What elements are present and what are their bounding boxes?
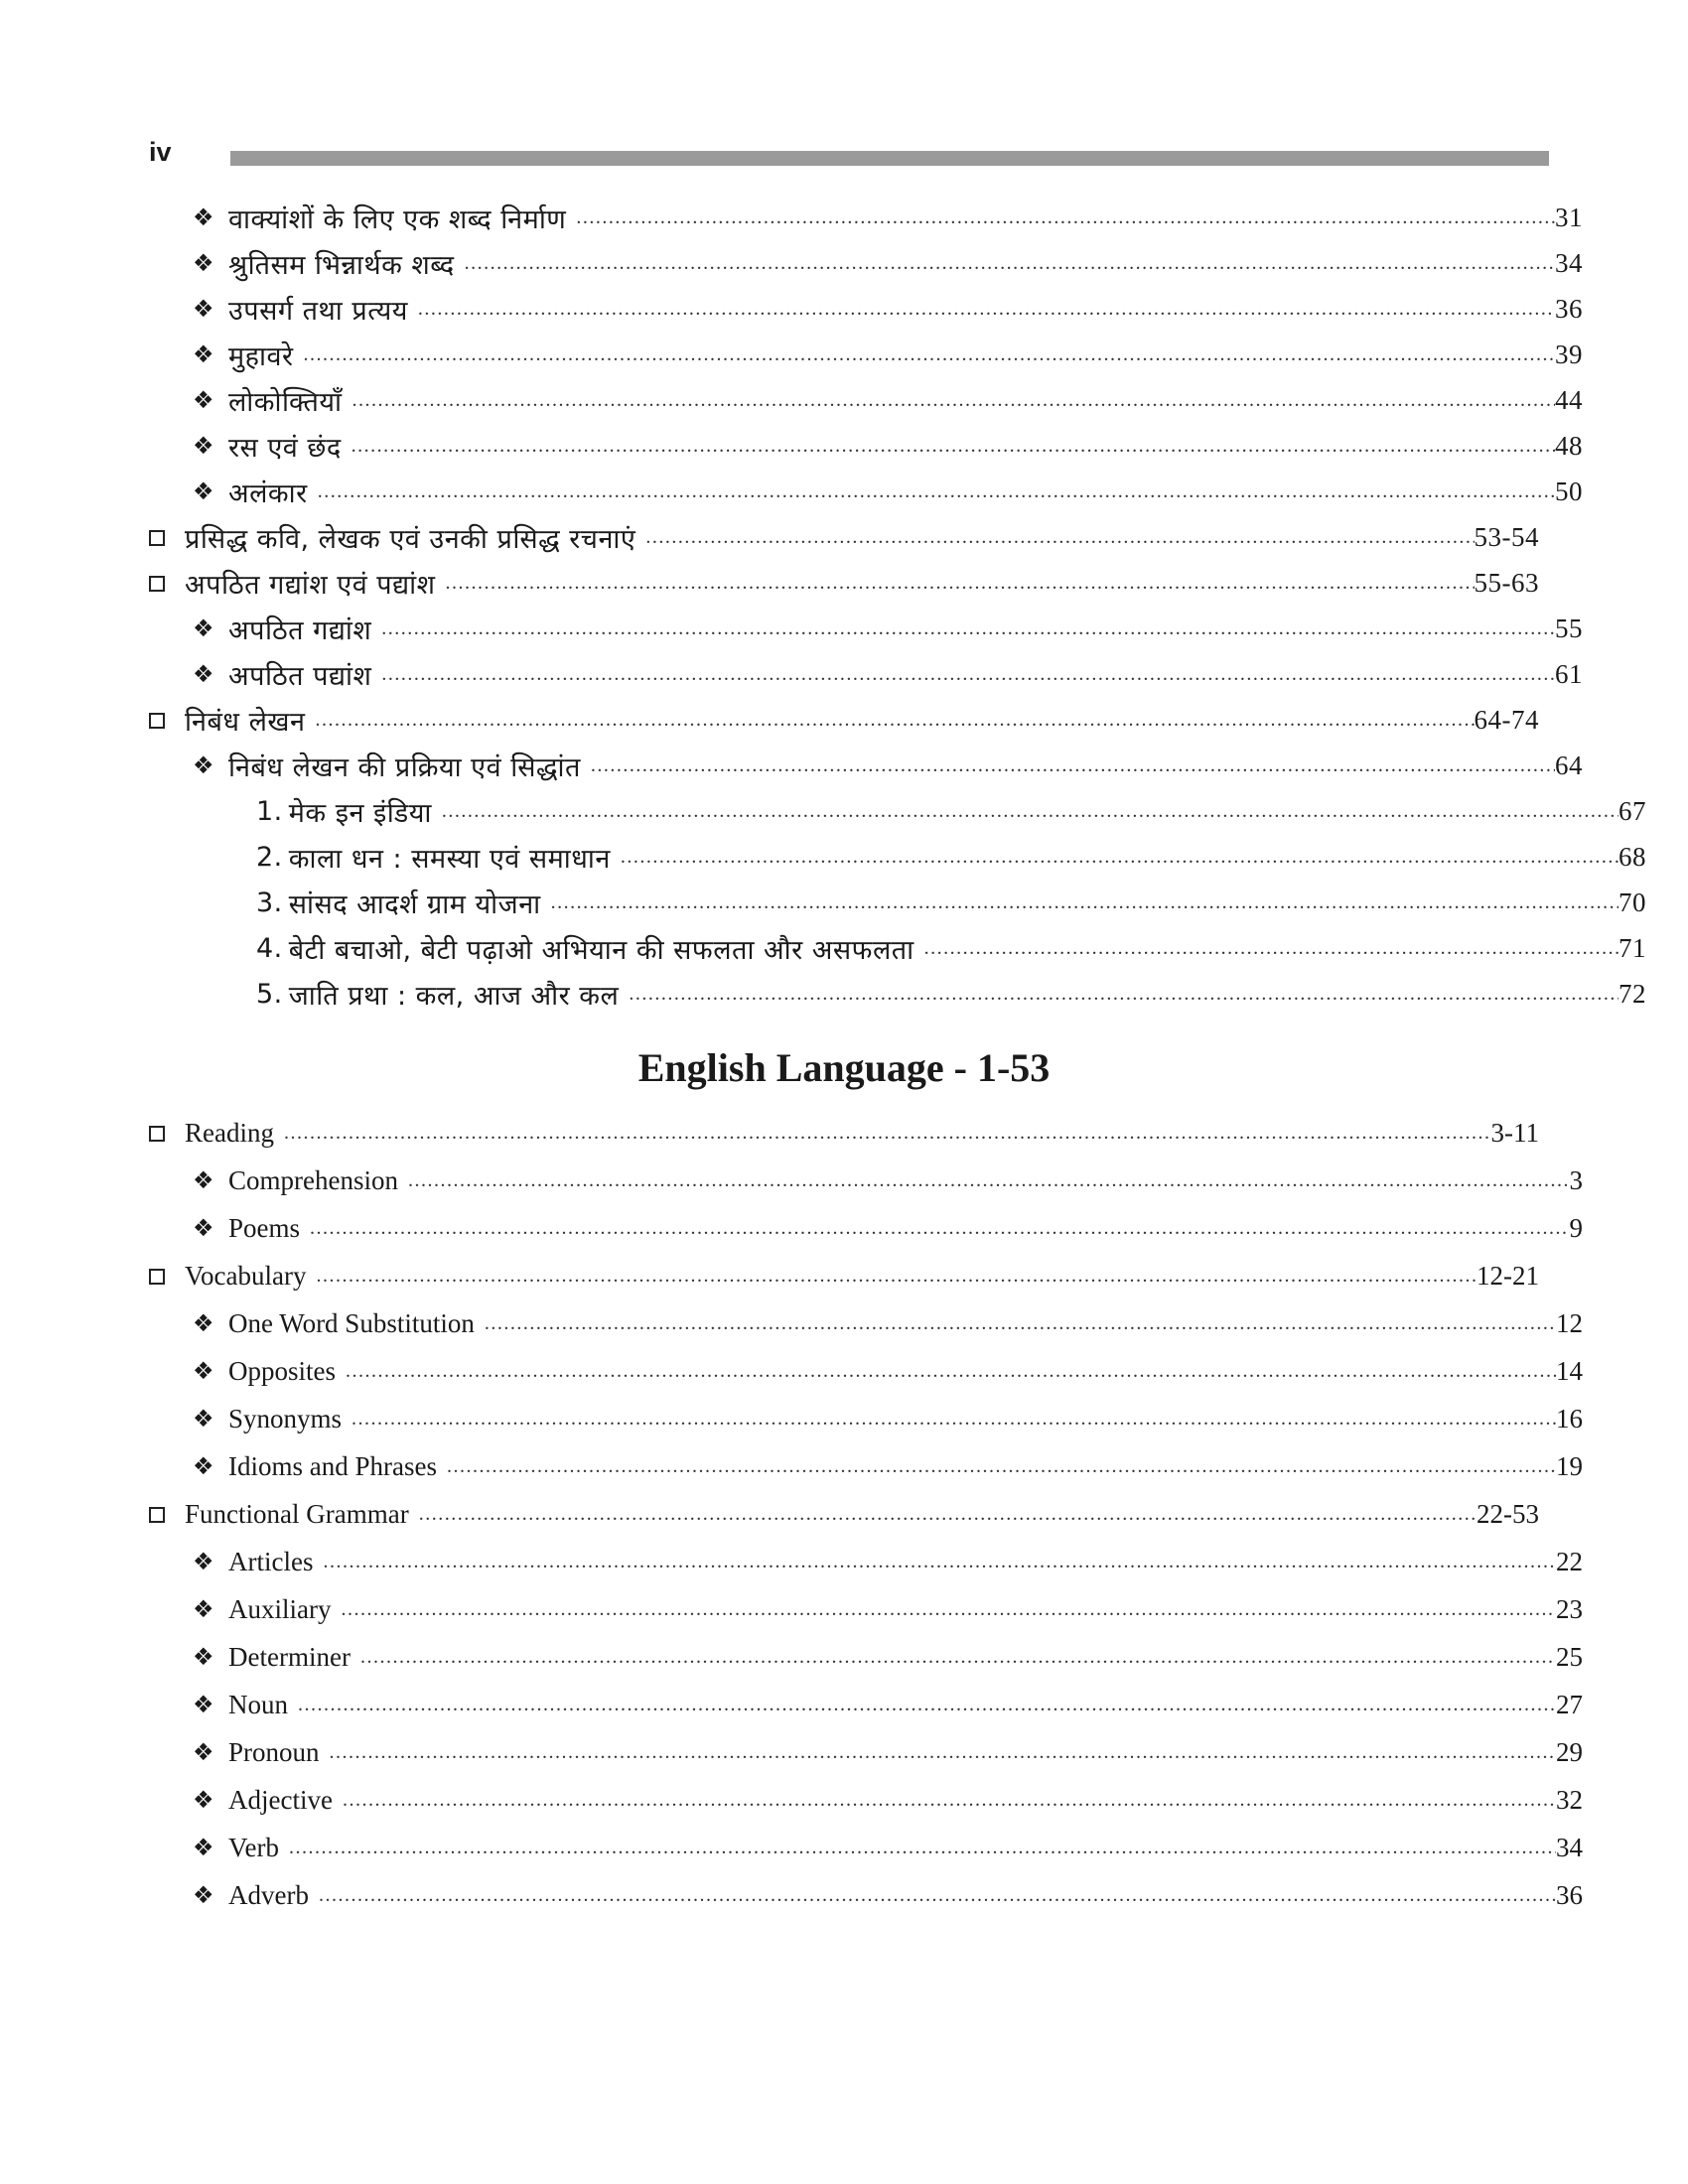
toc-entry-page: 72 (1618, 978, 1646, 1009)
checkbox-square-icon (149, 1120, 185, 1147)
toc-entry[interactable] (149, 697, 1539, 743)
toc-entry-label: निबंध लेखन (185, 706, 306, 738)
toc-entry[interactable] (149, 240, 1583, 286)
dot-leader (924, 933, 1618, 963)
toc-entry-label: One Word Substitution (228, 1307, 475, 1338)
dot-leader (446, 568, 1475, 598)
dot-leader (591, 751, 1555, 780)
dot-leader (318, 477, 1555, 506)
toc-entry-page: 68 (1618, 841, 1646, 872)
toc-entry-page: 12 (1556, 1307, 1583, 1338)
dot-leader (343, 1785, 1556, 1815)
toc-entry-page: 27 (1556, 1689, 1583, 1719)
checkbox-square-icon (149, 1501, 185, 1528)
toc-entry-label: अपठित गद्यांश एवं पद्यांश (185, 569, 436, 601)
toc-entry-page: 3-11 (1490, 1117, 1539, 1148)
toc-entry[interactable] (149, 1299, 1583, 1347)
diamond-bullet-icon: ❖ (193, 1643, 214, 1671)
dot-leader (419, 1499, 1477, 1529)
toc-entry-page: 34 (1556, 1832, 1583, 1862)
toc-entry-page: 39 (1555, 339, 1583, 369)
toc-entry-label: Idioms and Phrases (228, 1450, 437, 1481)
toc-entry-label: सांसद आदर्श ग्राम योजना (288, 888, 541, 920)
toc-entry-label: श्रुतिसम भिन्नार्थक शब्द (228, 249, 455, 281)
toc-entry[interactable] (149, 1490, 1539, 1538)
diamond-bullet-icon: ❖ (193, 1691, 214, 1718)
toc-entry-label: लोकोक्तियाँ (228, 386, 343, 418)
diamond-bullet-icon: ❖ (193, 341, 215, 368)
toc-entry-page: 32 (1556, 1784, 1583, 1815)
toc-entry[interactable] (149, 1442, 1583, 1490)
toc-entry[interactable] (149, 1776, 1583, 1824)
toc-entry[interactable] (149, 1728, 1583, 1776)
toc-entry-label: उपसर्ग तथा प्रत्यय (228, 295, 408, 327)
toc-entry-page: 64 (1555, 750, 1583, 780)
dot-leader (645, 522, 1474, 552)
toc-entry-label: Articles (228, 1546, 314, 1576)
toc-entry[interactable] (149, 1347, 1583, 1395)
diamond-bullet-icon: ❖ (193, 1309, 214, 1337)
toc-entry-page: 19 (1556, 1450, 1583, 1481)
toc-entry[interactable] (149, 834, 1646, 880)
toc-entry-page: 22 (1556, 1546, 1583, 1576)
dot-leader (316, 1261, 1477, 1291)
dot-leader (465, 248, 1555, 278)
dot-leader (629, 979, 1618, 1009)
dot-leader (346, 1356, 1556, 1386)
toc-entry-number: 1. (256, 795, 283, 827)
toc-entry-page: 22-53 (1477, 1498, 1539, 1529)
diamond-bullet-icon: ❖ (193, 1405, 214, 1433)
toc-entry[interactable] (149, 286, 1583, 332)
toc-entry-page: 12-21 (1477, 1260, 1539, 1291)
dot-leader (341, 1594, 1556, 1624)
toc-entry-page: 29 (1556, 1736, 1583, 1767)
diamond-bullet-icon: ❖ (193, 1834, 214, 1861)
toc-entry-label: Pronoun (228, 1736, 320, 1767)
toc-entry-label: Adjective (228, 1784, 333, 1815)
checkbox-square-icon (149, 1263, 185, 1290)
diamond-bullet-icon: ❖ (193, 204, 215, 231)
toc-entry-label: मुहावरे (228, 341, 294, 372)
dot-leader (408, 1165, 1570, 1195)
dot-leader (352, 385, 1555, 415)
toc-entry[interactable] (149, 377, 1583, 423)
toc-entry[interactable] (149, 651, 1583, 697)
hindi-toc-section (149, 195, 1646, 1017)
toc-entry[interactable] (149, 423, 1583, 469)
toc-entry-page: 3 (1569, 1164, 1583, 1195)
dot-leader (381, 614, 1555, 643)
toc-entry-label: Vocabulary (185, 1260, 307, 1291)
toc-entry[interactable] (149, 332, 1583, 377)
toc-entry[interactable] (149, 925, 1646, 971)
toc-entry-page: 48 (1555, 430, 1583, 461)
toc-entry[interactable] (149, 1109, 1539, 1157)
dot-leader (485, 1308, 1556, 1338)
toc-entry-page: 31 (1555, 202, 1583, 232)
dot-leader (381, 659, 1555, 689)
diamond-bullet-icon: ❖ (193, 1786, 214, 1814)
dot-leader (360, 1642, 1556, 1672)
dot-leader (304, 340, 1555, 369)
toc-entry-page: 55-63 (1474, 567, 1539, 598)
diamond-bullet-icon: ❖ (193, 1881, 214, 1909)
toc-entry-number: 5. (256, 978, 283, 1010)
toc-entry-page: 44 (1555, 384, 1583, 415)
toc-entry-label: बेटी बचाओ, बेटी पढ़ाओ अभियान की सफलता और असफलता (288, 934, 914, 966)
dot-leader (284, 1118, 1491, 1148)
toc-entry-label: निबंध लेखन की प्रक्रिया एवं सिद्धांत (228, 751, 581, 783)
diamond-bullet-icon: ❖ (193, 751, 215, 779)
toc-entry-page: 9 (1569, 1212, 1583, 1243)
toc-entry[interactable] (149, 788, 1646, 834)
dot-leader (621, 842, 1618, 872)
toc-entry-page: 61 (1555, 658, 1583, 689)
dot-leader (310, 1213, 1569, 1243)
toc-entry-label: Reading (185, 1117, 274, 1148)
english-section-title: English Language - 1-53 (637, 1045, 1051, 1090)
toc-entry[interactable] (149, 514, 1539, 560)
dot-leader (352, 431, 1555, 461)
toc-entry[interactable] (149, 1871, 1583, 1919)
checkbox-square-icon (149, 706, 185, 734)
toc-entry-label: Noun (228, 1689, 288, 1719)
toc-entry-page: 23 (1556, 1593, 1583, 1624)
toc-entry[interactable] (149, 1585, 1583, 1633)
page-number: iv (149, 137, 172, 167)
toc-entry[interactable] (149, 1395, 1583, 1442)
toc-entry-number: 2. (256, 841, 283, 873)
toc-entry-label: Auxiliary (228, 1593, 332, 1624)
dot-leader (418, 294, 1555, 324)
toc-entry[interactable] (149, 971, 1646, 1017)
toc-entry-label: अपठित पद्यांश (228, 660, 372, 692)
dot-leader (551, 887, 1618, 917)
diamond-bullet-icon: ❖ (193, 1357, 214, 1385)
toc-entry[interactable] (149, 743, 1583, 788)
diamond-bullet-icon: ❖ (193, 1214, 214, 1242)
checkbox-square-icon (149, 523, 185, 551)
toc-entry[interactable] (149, 1633, 1583, 1681)
diamond-bullet-icon: ❖ (193, 432, 215, 460)
dot-leader (323, 1547, 1556, 1576)
toc-entry-page: 67 (1618, 795, 1646, 826)
toc-entry[interactable] (149, 606, 1583, 651)
toc-entry-label: जाति प्रथा : कल, आज और कल (288, 980, 620, 1012)
toc-entry[interactable] (149, 880, 1646, 925)
toc-entry-page: 16 (1556, 1403, 1583, 1433)
toc-entry-page: 53-54 (1474, 521, 1539, 552)
header-rule (230, 151, 1549, 166)
toc-entry-label: वाक्यांशों के लिए एक शब्द निर्माण (228, 204, 567, 235)
diamond-bullet-icon: ❖ (193, 1452, 214, 1480)
toc-entry-label: अलंकार (228, 478, 308, 509)
english-toc-section (149, 1109, 1583, 1919)
dot-leader (352, 1404, 1556, 1433)
diamond-bullet-icon: ❖ (193, 614, 215, 642)
diamond-bullet-icon: ❖ (193, 1166, 214, 1194)
toc-entry-label: Comprehension (228, 1164, 398, 1195)
toc-entry-page: 36 (1555, 293, 1583, 324)
toc-entry[interactable] (149, 469, 1583, 514)
toc-entry-label: Opposites (228, 1355, 336, 1386)
dot-leader (447, 1451, 1556, 1481)
diamond-bullet-icon: ❖ (193, 660, 215, 688)
dot-leader (289, 1833, 1556, 1862)
toc-entry[interactable] (149, 560, 1539, 606)
diamond-bullet-icon: ❖ (193, 386, 215, 414)
toc-entry[interactable] (149, 195, 1583, 240)
toc-entry-label: Functional Grammar (185, 1498, 409, 1529)
diamond-bullet-icon: ❖ (193, 295, 215, 323)
dot-leader (298, 1690, 1556, 1719)
diamond-bullet-icon: ❖ (193, 478, 215, 505)
dot-leader (315, 705, 1474, 735)
toc-entry-page: 36 (1556, 1879, 1583, 1910)
toc-entry-label: Determiner (228, 1641, 351, 1672)
toc-entry[interactable] (149, 1538, 1583, 1585)
toc-entry-label: मेक इन इंडिया (288, 797, 432, 829)
checkbox-square-icon (149, 569, 185, 597)
toc-entry[interactable] (149, 1681, 1583, 1728)
toc-entry-page: 14 (1556, 1355, 1583, 1386)
toc-entry-number: 4. (256, 932, 283, 964)
toc-entry-page: 70 (1618, 887, 1646, 917)
diamond-bullet-icon: ❖ (193, 249, 215, 277)
toc-entry-page: 34 (1555, 247, 1583, 278)
toc-entry-page: 50 (1555, 476, 1583, 506)
toc-entry-label: Synonyms (228, 1403, 343, 1433)
diamond-bullet-icon: ❖ (193, 1738, 214, 1766)
toc-entry[interactable] (149, 1252, 1539, 1299)
toc-entry-label: प्रसिद्ध कवि, लेखक एवं उनकी प्रसिद्ध रचनाएं (185, 523, 636, 555)
dot-leader (330, 1737, 1556, 1767)
toc-entry-page: 64-74 (1474, 704, 1539, 735)
dot-leader (576, 203, 1555, 232)
toc-entry-label: Adverb (228, 1879, 309, 1910)
toc-entry[interactable] (149, 1824, 1583, 1871)
toc-entry-page: 55 (1555, 613, 1583, 643)
toc-entry-page: 25 (1556, 1641, 1583, 1672)
toc-entry-page: 71 (1618, 932, 1646, 963)
dot-leader (442, 796, 1618, 826)
dot-leader (319, 1880, 1556, 1910)
toc-entry-label: रस एवं छंद (228, 432, 342, 464)
toc-entry-label: Verb (228, 1832, 279, 1862)
diamond-bullet-icon: ❖ (193, 1548, 214, 1575)
toc-entry[interactable] (149, 1157, 1583, 1204)
toc-entry-label: काला धन : समस्या एवं समाधान (288, 843, 611, 875)
toc-entry-label: Poems (228, 1212, 301, 1243)
toc-entry[interactable] (149, 1204, 1583, 1252)
table-of-contents (149, 195, 1646, 1919)
toc-entry-label: अपठित गद्यांश (228, 614, 372, 646)
toc-entry-number: 3. (256, 887, 283, 918)
diamond-bullet-icon: ❖ (193, 1595, 214, 1623)
